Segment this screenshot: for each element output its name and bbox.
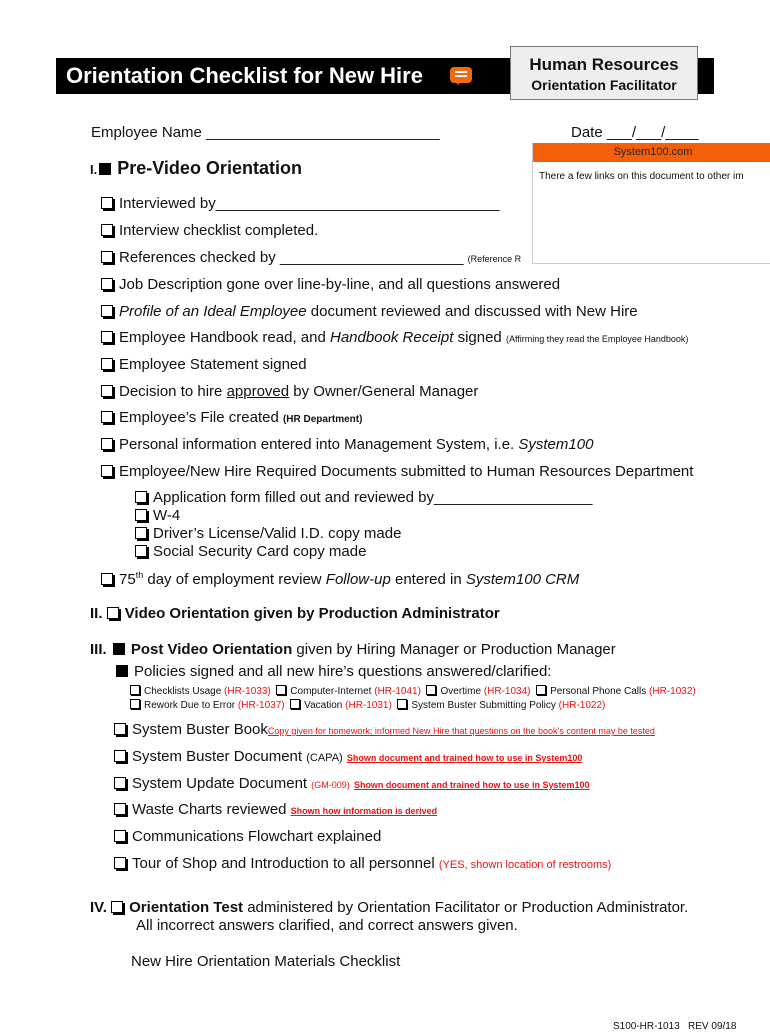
policy-item[interactable]: Vacation (HR-1031) [290,700,392,711]
department: Human Resources [529,55,679,74]
policy-item[interactable]: Rework Due to Error (HR-1037) [130,700,285,711]
section-3-heading: III. Post Video Orientation given by Hiring Manager or Production Manager [90,641,616,658]
checklist-item[interactable]: Job Description gone over line-by-line, and all questions answered [101,276,560,293]
section-1-heading: I. Pre-Video Orientation [90,158,302,178]
checklist-item[interactable]: Personal information entered into Management System, i.e. System100 [101,436,593,453]
checkbox-icon[interactable] [114,830,126,842]
note-link[interactable]: Shown document and trained how to use in System100 [353,780,590,790]
popup-body: There a few links on this document to other im [539,171,744,182]
checkbox-icon[interactable] [101,573,113,585]
employee-name-field[interactable]: Employee Name ____________________________ [91,124,440,141]
comment-icon[interactable] [450,67,472,83]
department-box [510,46,698,100]
policy-item[interactable]: Personal Phone Calls (HR-1032) [536,686,696,697]
note-link[interactable]: Copy given for homework; informed New Hire that questions on the book’s content may be tested [267,726,655,736]
checked-box-icon[interactable] [116,665,128,677]
checkbox-icon[interactable] [101,251,113,263]
note-link[interactable]: Shown document and trained how to use in System100 [346,753,583,763]
checkbox-icon[interactable] [130,685,140,695]
checklist-item[interactable]: Employee’s File created (HR Department) [101,409,362,426]
checkbox-icon[interactable] [397,699,407,709]
checkbox-icon[interactable] [101,197,113,209]
checklist-item[interactable]: System Buster Document (CAPA) Shown document and trained how to use in System100 [114,748,582,765]
sub-checklist [135,489,593,561]
checklist-item[interactable]: Social Security Card copy made [135,543,593,561]
checklist-item[interactable]: System Update Document (GM-009) Shown document and trained how to use in System100 [114,775,589,792]
checklist-item[interactable]: 75th day of employment review Follow-up entered in System100 CRM [101,570,579,588]
date-field[interactable]: Date ___/___/____ [571,124,699,141]
checklist-item[interactable]: Employee Statement signed [101,356,307,373]
checkbox-icon[interactable] [426,685,436,695]
role: Orientation Facilitator [531,77,677,93]
checkbox-icon[interactable] [290,699,300,709]
checklist-item[interactable]: Interview checklist completed. [101,222,318,239]
checkbox-icon[interactable] [114,857,126,869]
checkbox-icon[interactable] [101,385,113,397]
checklist-item[interactable]: System Buster BookCopy given for homework; informed New Hire that questions on the book’s content may be tested [114,721,655,738]
section-4-line2: All incorrect answers clarified, and correct answers given. [136,917,518,934]
checklist-item[interactable]: Decision to hire approved by Owner/General Manager [101,383,478,400]
checklist-item[interactable]: Driver’s License/Valid I.D. copy made [135,525,593,543]
policy-item[interactable]: System Buster Submitting Policy (HR-1022) [397,700,605,711]
checklist-item[interactable]: Waste Charts reviewed Shown how information is derived [114,801,437,818]
form-footer: S100-HR-1013 REV 09/18 [613,1021,737,1032]
checkbox-icon[interactable] [135,491,147,503]
checkbox-icon[interactable] [101,438,113,450]
checkbox-icon[interactable] [101,278,113,290]
checklist-item[interactable]: Policies signed and all new hire’s questions answered/clarified: [114,663,551,680]
checklist-item[interactable]: W-4 [135,507,593,525]
checkbox-icon[interactable] [114,803,126,815]
checkbox-icon[interactable] [135,509,147,521]
checkbox-icon[interactable] [114,750,126,762]
checklist-item[interactable]: Interviewed by__________________________________ [101,195,499,212]
checkbox-icon[interactable] [135,527,147,539]
policy-item[interactable]: Checklists Usage (HR-1033) [130,686,271,697]
materials-heading: New Hire Orientation Materials Checklist [131,953,401,970]
checklist-item[interactable]: Application form filled out and reviewed by___________________ [135,489,593,507]
checked-box-icon[interactable] [113,643,125,655]
checklist-item[interactable]: Tour of Shop and Introduction to all personnel (YES, shown location of restrooms) [114,855,611,872]
checkbox-icon[interactable] [101,331,113,343]
checklist-item[interactable]: Employee Handbook read, and Handbook Receipt signed (Affirming they read the Employee Handbook) [101,329,688,346]
policy-list [130,685,696,713]
checkbox-icon[interactable] [114,777,126,789]
page-title: Orientation Checklist for New Hire [66,63,423,88]
checklist-item[interactable]: Employee/New Hire Required Documents submitted to Human Resources Department [101,463,693,480]
checkbox-icon[interactable] [101,411,113,423]
link-popup [532,143,770,264]
checked-box-icon[interactable] [99,163,111,175]
checkbox-icon[interactable] [101,305,113,317]
section-4-heading: IV. Orientation Test administered by Orientation Facilitator or Production Administrator. [90,899,689,916]
checkbox-icon[interactable] [101,224,113,236]
checkbox-icon[interactable] [111,901,123,913]
checkbox-icon[interactable] [276,685,286,695]
checkbox-icon[interactable] [536,685,546,695]
checkbox-icon[interactable] [114,723,126,735]
checklist-item[interactable]: References checked by ______________________ (Reference R [101,249,521,266]
checklist-item[interactable]: Profile of an Ideal Employee document reviewed and discussed with New Hire [101,303,638,320]
note-link[interactable]: Shown how information is derived [290,806,438,816]
section-2-heading: II. Video Orientation given by Production Administrator [90,605,500,622]
checkbox-icon[interactable] [135,545,147,557]
checkbox-icon[interactable] [107,607,119,619]
policy-item[interactable]: Computer-Internet (HR-1041) [276,686,421,697]
checklist-item[interactable]: Communications Flowchart explained [114,828,381,845]
checkbox-icon[interactable] [130,699,140,709]
checkbox-icon[interactable] [101,358,113,370]
popup-title[interactable]: System100.com [533,143,770,162]
policy-item[interactable]: Overtime (HR-1034) [426,686,530,697]
checkbox-icon[interactable] [101,465,113,477]
